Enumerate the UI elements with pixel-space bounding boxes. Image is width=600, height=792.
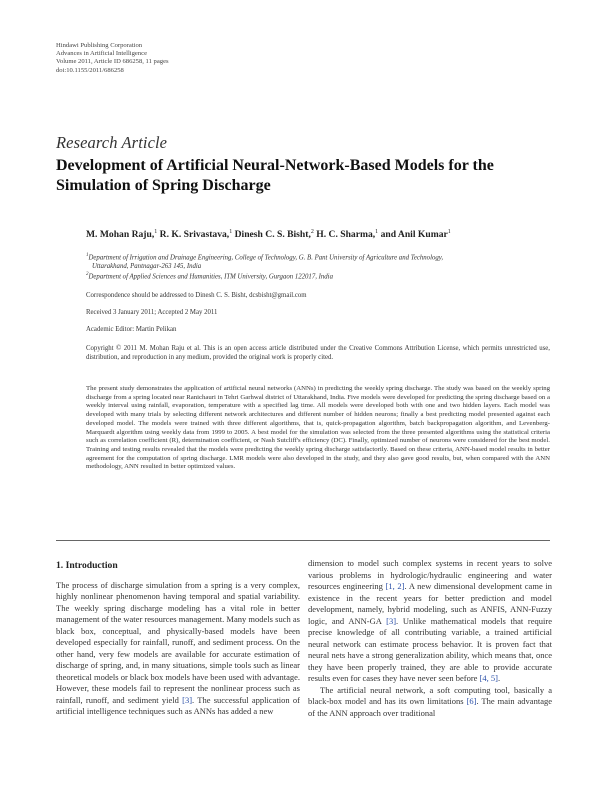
intro-paragraph: [56, 580, 300, 718]
journal-header: [56, 42, 169, 75]
citation-link[interactable]: [6]: [466, 696, 477, 706]
correspondence: Correspondence should be addressed to Dinesh C. S. Bisht, dcsbisht@gmail.com: [86, 292, 307, 299]
copyright-notice: Copyright © 2011 M. Mohan Raju et al. This is an open access article distributed under the Creative Commons Attribution License, which permits unrestricted use, distribution, and reproduction in any medium, provided the original work is properly cited.: [86, 345, 550, 361]
author-affiliation-mark: 1: [447, 229, 451, 235]
paragraph-text: The artificial neural network, a soft computing tool, basically a black-box model and has its own limitations: [308, 684, 552, 706]
citation-link[interactable]: [3]: [182, 694, 193, 705]
section-heading: 1. Introduction: [56, 560, 118, 571]
article-type: Research Article: [56, 133, 168, 152]
doi[interactable]: doi:10.1155/2011/686258: [56, 66, 124, 74]
author-name: R. K. Srivastava,: [159, 229, 230, 240]
author-affiliation-mark: 1: [375, 229, 379, 235]
paragraph-text: The process of discharge simulation from a spring is a very complex, highly nonlinear phenomenon having temporal and spatial variability. The weekly spring discharge modeling has a vital role in better management of the water resources management. Many models such as black box, conceptual, and physically-based models have been developed especially for rainfall, runoff, and sediment process. On the other hand, very few models are available for accurate estimation of discharge of spring, and, in many situations, simple tools such as linear theoretical models or black box models have been used with advantage. However, these models fail to represent the nonlinear process such as rainfall, runoff, and sediment yield: [56, 579, 300, 705]
abstract: The present study demonstrates the application of artificial neural networks (ANNs) in predicting the weekly spring discharge. The study was based on the weekly spring discharge from a spring located near Ranichauri in Tehri Garhwal district of Uttarakhand, India. Five models were developed for predicting the spring discharge based on a weekly interval using rainfall, evaporation, temperature with a specified lag time. All models were developed both with one and two hidden layers. Each model was developed with many trials by selecting different network architectures and different number of hidden neurons; finally a best predicting model presented against each developed model. The models were trained with three different algorithms, that is, quick-propagation algorithm, batch backpropagation algorithm, and Levenberg-Marquardt algorithm using weekly data from 1999 to 2005. A best model for the simulation was selected from the three presented algorithms using the statistical criteria such as correlation coefficient (R), determination coefficient, or Nash Sutcliff's efficiency (DC). Finally, optimized number of neurons were considered for the best model. Training and testing results revealed that the models were predicting the weekly spring discharge satisfactorily. Based on these criteria, ANN-based model results in better agreement for the computation of spring discharge. LMR models were also developed in the study, and they also gave good results, but, when compared with the ANN methodology, ANN resulted in better optimized values.: [86, 385, 550, 471]
publisher-name: Hindawi Publishing Corporation: [56, 42, 143, 49]
received-accepted-dates: Received 3 January 2011; Accepted 2 May 2011: [86, 309, 218, 316]
paragraph-text: . The main advantage of the ANN approach over traditional: [308, 696, 552, 718]
affiliation-1: [86, 252, 548, 271]
author-list: [86, 229, 451, 240]
journal-name: Advances in Artificial Intelligence: [56, 50, 147, 58]
author-affiliation-mark: 2: [310, 229, 314, 235]
paragraph-text: . Unlike mathematical models that require precise knowledge of all contributing variable, a trained artificial neural network can estimate process behavior. It is proven fact that neural nets have a strong generalization ability, which means that, once they have been properly trained, they are able to provide accurate results even for cases they have never seen before: [308, 615, 552, 683]
affiliation-number: 2: [86, 272, 89, 277]
affiliation-number: 1: [86, 253, 89, 258]
citation-link[interactable]: [3]: [386, 615, 397, 626]
affiliation-text: Department of Applied Sciences and Humanities, ITM University, Gurgaon 122017, India: [88, 273, 333, 281]
paragraph-text: .: [498, 673, 501, 683]
volume-info: Volume 2011, Article ID 686258, 11 pages: [56, 58, 169, 66]
affiliation-text-cont: Uttarakhand, Pantnagar-263 145, India: [92, 262, 202, 270]
citation-link[interactable]: [1, 2]: [385, 581, 405, 591]
author-affiliation-mark: 1: [154, 229, 158, 235]
author-name: M. Mohan Raju,: [86, 229, 155, 240]
citation-link[interactable]: [4, 5]: [479, 673, 498, 683]
affiliation-2: [86, 271, 548, 282]
left-column: [56, 558, 300, 718]
author-name: H. C. Sharma,: [316, 229, 376, 240]
paragraph-text: . A new dimensional development came in existence in the recent years for better prediction and model development, namely, hybrid modeling, such as ANFIS, ANN-Fuzzy logic, and ANN-GA: [308, 581, 552, 626]
section-divider: [56, 540, 550, 541]
academic-editor: Academic Editor: Martin Pelikan: [86, 326, 177, 333]
right-column: [308, 558, 552, 719]
author-name: Dinesh C. S. Bisht,: [234, 229, 311, 240]
author-affiliation-mark: 1: [229, 229, 233, 235]
affiliation-text: Department of Irrigation and Drainage Engineering, College of Technology, G. B. Pant University of Agriculture and Technology,: [88, 254, 444, 262]
paragraph-text: . The successful application of artificial intelligence techniques such as ANNs has added a new: [56, 694, 301, 716]
article-title: Development of Artificial Neural-Network-Based Models for the Simulation of Spring Discharge: [56, 157, 494, 194]
intro-paragraph: [308, 558, 552, 685]
paragraph-text: dimension to model such complex systems in recent years to solve various problems in hydrologic/hydraulic engineering and water resources engineering: [308, 558, 552, 591]
author-name: and Anil Kumar: [380, 229, 448, 240]
intro-paragraph: [308, 685, 552, 720]
